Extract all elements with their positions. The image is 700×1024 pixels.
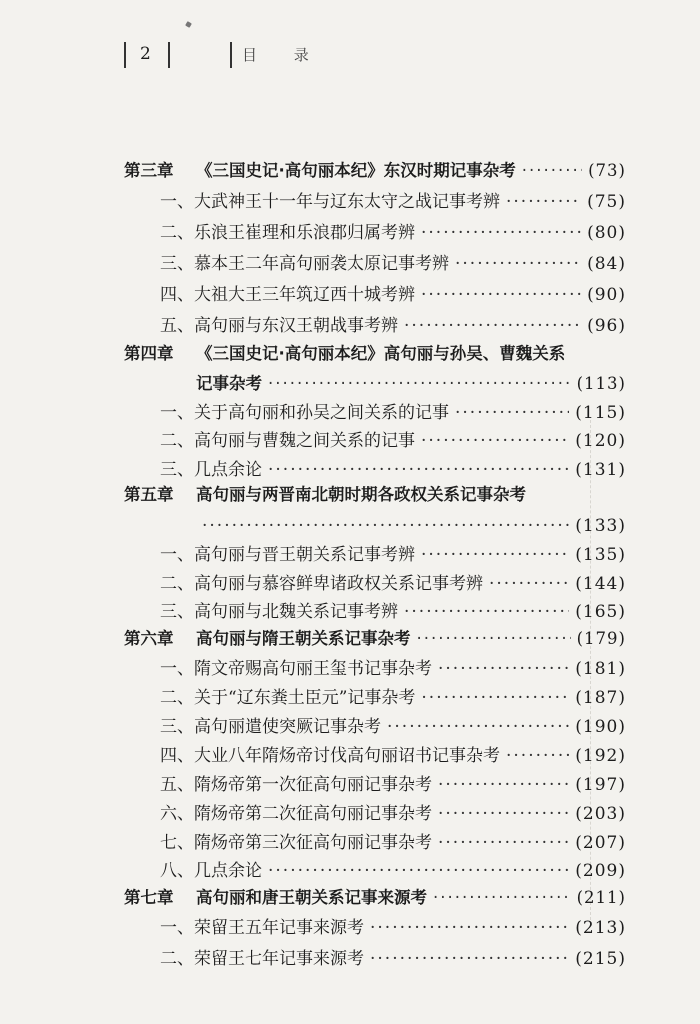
dot-leader xyxy=(489,570,569,598)
page-ref: (75) xyxy=(587,192,626,212)
chapter-title: 高句丽和唐王朝关系记事来源考 xyxy=(196,888,427,907)
dot-leader xyxy=(421,219,581,247)
page-ref: (113) xyxy=(576,374,626,393)
page-ref: (120) xyxy=(575,431,626,451)
page-ref: (96) xyxy=(587,316,626,336)
section-title: 四、大业八年隋炀帝讨伐高句丽诏书记事杂考 xyxy=(160,746,500,766)
dot-leader xyxy=(421,541,569,569)
dot-leader xyxy=(421,281,581,309)
section-title: 一、隋文帝赐高句丽王玺书记事杂考 xyxy=(160,659,432,679)
toc-section xyxy=(160,427,626,455)
section-title: 一、荣留王五年记事来源考 xyxy=(160,918,364,938)
dot-leader xyxy=(370,945,569,973)
page-ref: (181) xyxy=(575,659,626,679)
chapter-title: 记事杂考 xyxy=(196,374,262,393)
section-title: 二、荣留王七年记事来源考 xyxy=(160,949,364,969)
page-ref: (190) xyxy=(575,717,626,737)
chapter-label: 第六章 xyxy=(124,629,174,648)
toc-chapter xyxy=(124,157,626,185)
section-title: 三、高句丽遣使突厥记事杂考 xyxy=(160,717,381,737)
section-title: 七、隋炀帝第三次征高句丽记事杂考 xyxy=(160,833,432,853)
toc-section xyxy=(160,655,626,683)
section-title: 三、慕本王二年高句丽袭太原记事考辨 xyxy=(160,254,449,274)
section-title: 六、隋炀帝第二次征高句丽记事杂考 xyxy=(160,804,432,824)
section-title: 二、高句丽与慕容鲜卑诸政权关系记事考辨 xyxy=(160,574,483,594)
page-ref: (203) xyxy=(575,804,626,824)
toc-section xyxy=(160,857,626,885)
toc-section xyxy=(160,456,626,484)
section-title: 五、隋炀帝第一次征高句丽记事杂考 xyxy=(160,775,432,795)
toc-chapter-continuation xyxy=(196,370,626,398)
dot-leader xyxy=(421,684,569,712)
toc-section xyxy=(160,541,626,569)
page-ref: (90) xyxy=(587,285,626,305)
chapter-label: 第三章 xyxy=(124,161,174,180)
page-ref: (135) xyxy=(575,545,626,565)
page-ref: (179) xyxy=(576,629,626,648)
page-ref: (73) xyxy=(588,161,626,180)
toc-section xyxy=(160,219,626,247)
section-title: 一、高句丽与晋王朝关系记事考辨 xyxy=(160,545,415,565)
page-ref: (197) xyxy=(575,775,626,795)
toc-section xyxy=(160,312,626,340)
dot-leader xyxy=(417,625,571,653)
page-ref: (209) xyxy=(575,861,626,881)
dot-leader xyxy=(370,914,569,942)
section-title: 一、大武神王十一年与辽东太守之战记事考辨 xyxy=(160,192,500,212)
toc-chapter xyxy=(124,884,626,912)
toc-section xyxy=(160,713,626,741)
dot-leader xyxy=(421,427,569,455)
section-title: 二、乐浪王崔理和乐浪郡归属考辨 xyxy=(160,223,415,243)
page-ref: (133) xyxy=(575,516,626,536)
toc-chapter xyxy=(124,481,626,509)
page-ref: (165) xyxy=(575,602,626,622)
section-title: 五、高句丽与东汉王朝战事考辨 xyxy=(160,316,398,336)
page-ref: (215) xyxy=(575,949,626,969)
page-ref: (207) xyxy=(575,833,626,853)
toc-section xyxy=(160,598,626,626)
toc-section xyxy=(160,399,626,427)
running-title: 目 录 xyxy=(242,46,325,64)
page-ref: (187) xyxy=(575,688,626,708)
toc-section xyxy=(160,684,626,712)
dot-leader xyxy=(387,713,569,741)
section-title: 二、关于“辽东粪土臣元”记事杂考 xyxy=(160,688,416,708)
section-title: 三、几点余论 xyxy=(160,460,262,480)
page-ref: (192) xyxy=(575,746,626,766)
dot-leader xyxy=(455,250,581,278)
chapter-title: 《三国史记·高句丽本纪》东汉时期记事杂考 xyxy=(196,161,516,180)
toc-section xyxy=(160,945,626,973)
toc-section xyxy=(160,281,626,309)
chapter-label: 第五章 xyxy=(124,485,174,504)
dot-leader xyxy=(268,456,569,484)
toc-chapter-continuation xyxy=(196,512,626,540)
toc-section xyxy=(160,570,626,598)
section-title: 八、几点余论 xyxy=(160,861,262,881)
dot-leader xyxy=(506,188,581,216)
chapter-label: 第四章 xyxy=(124,344,174,363)
page-ref: (144) xyxy=(575,574,626,594)
toc-section xyxy=(160,914,626,942)
toc-section xyxy=(160,800,626,828)
dot-leader xyxy=(404,598,569,626)
toc-section xyxy=(160,771,626,799)
dot-leader xyxy=(506,742,569,770)
chapter-title: 高句丽与隋王朝关系记事杂考 xyxy=(196,629,411,648)
toc-section xyxy=(160,250,626,278)
chapter-label: 第七章 xyxy=(124,888,174,907)
dot-leader xyxy=(268,857,569,885)
toc-section xyxy=(160,742,626,770)
dot-leader xyxy=(268,370,571,398)
page-ref: (84) xyxy=(587,254,626,274)
chapter-title: 高句丽与两晋南北朝时期各政权关系记事杂考 xyxy=(196,485,526,504)
dot-leader xyxy=(438,800,569,828)
dot-leader xyxy=(438,771,569,799)
dot-leader xyxy=(404,312,581,340)
dot-leader xyxy=(202,512,569,540)
page-ref: (131) xyxy=(575,460,626,480)
section-title: 三、高句丽与北魏关系记事考辨 xyxy=(160,602,398,622)
toc-chapter xyxy=(124,340,626,368)
page-ref: (213) xyxy=(575,918,626,938)
dot-leader xyxy=(438,829,569,857)
section-title: 二、高句丽与曹魏之间关系的记事 xyxy=(160,431,415,451)
dot-leader xyxy=(433,884,571,912)
page-number: 2 xyxy=(140,44,151,64)
page-ref: (80) xyxy=(587,223,626,243)
page-ref: (211) xyxy=(576,888,626,907)
dot-leader xyxy=(522,157,582,185)
section-title: 一、关于高句丽和孙吴之间关系的记事 xyxy=(160,403,449,423)
dot-leader xyxy=(455,399,569,427)
page-ref: (115) xyxy=(575,403,626,423)
toc-section xyxy=(160,829,626,857)
dot-leader xyxy=(438,655,569,683)
chapter-title: 《三国史记·高句丽本纪》高句丽与孙吴、曹魏关系 xyxy=(196,344,566,363)
toc-section xyxy=(160,188,626,216)
toc-chapter xyxy=(124,625,626,653)
section-title: 四、大祖大王三年筑辽西十城考辨 xyxy=(160,285,415,305)
